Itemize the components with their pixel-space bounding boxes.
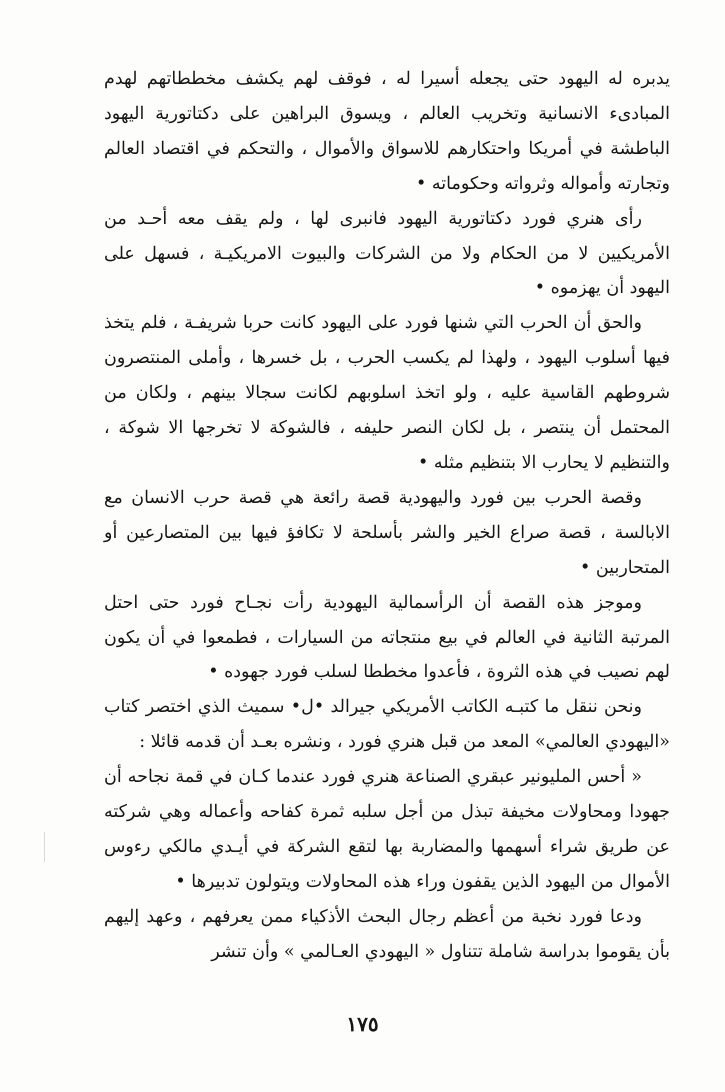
paragraph-8: ودعا فورد نخبة من أعظم رجال البحث الأذكياء ممن يعرفهم ، وعهد إليهم بأن يقوموا بدراسة شاملة تتناول « اليهودي العـالمي » وأن تنشر [104, 906, 670, 962]
paragraph-7-quote: « أحس المليونير عبقري الصناعة هنري فورد عندما كـان في قمة نجاحه أن جهودا ومحاولات مخيفة تبذل من أجل سلبه ثمرة كفاحه وأعماله وهي شركته عن طريق شراء أسهمها والمضاربة بها لتقع الشركة في أيـدي مالكي رءوس الأموال من اليهود الذين يقفون وراء هذه المحاولات ويتولون تدبيرها • [104, 767, 670, 892]
paragraph-5: وموجز هذه القصة أن الرأسمالية اليهودية رأت نجـاح فورد حتى احتل المرتبة الثانية في العالم في بيع منتجاته من السيارات ، فطمعوا في أن يكون لهم نصيب في هذه الثروة ، فأعدوا مخططا لسلب فورد جهوده • [104, 592, 670, 683]
paragraph-2: رأى هنري فورد دكتاتورية اليهود فانبرى لها ، ولم يقف معه أحـد من الأمريكيين لا من الحكام ولا من الشركات والبيوت الامريكيـة ، فسهل على اليهود أن يهزموه • [104, 208, 670, 299]
page-body [104, 62, 670, 1022]
paragraph-3: والحق أن الحرب التي شنها فورد على اليهود كانت حربا شريفـة ، فلم يتخذ فيها أسلوب اليهود ، ولهذا لم يكسب الحرب ، بل خسرها ، وأملى المنتصرون شروطهم القاسية عليه ، ولو اتخذ اسلوبهم لكانت سجالا بينهم ، ولكان من المحتمل أن ينتصر ، بل لكان النصر حليفه ، فالشوكة لا تخرجها الا شوكة ، والتنظيم لا يحارب الا بتنظيم مثله • [104, 313, 670, 473]
paragraph-6: ونحن ننقل ما كتبـه الكاتب الأمريكي جيرالد •ل• سميث الذي اختصر كتاب «اليهودي العالمي» المعد من قبل هنري فورد ، ونشره بعـد أن قدمه قائلا : [104, 697, 670, 753]
margin-mark [44, 832, 45, 862]
paragraph-4: وقصة الحرب بين فورد واليهودية قصة رائعة هي قصة حرب الانسان مع الابالسة ، قصة صراع الخير والشر بأسلحة لا تكافؤ فيها بين المتصارعين أو المتحاربين • [104, 487, 670, 578]
paragraph-1: يدبره له اليهود حتى يجعله أسيرا له ، فوقف لهم يكشف مخططاتهم لهدم المبادىء الانسانية وتخريب العالم ، ويسوق البراهين على دكتاتورية اليهود الباطشة في أمريكا واحتكارهم للاسواق والأموال ، والتحكم في اقتصاد العالم وتجارته وأمواله وثرواته وحكوماته • [104, 69, 670, 194]
page-number: ١٧٥ [346, 1012, 379, 1036]
